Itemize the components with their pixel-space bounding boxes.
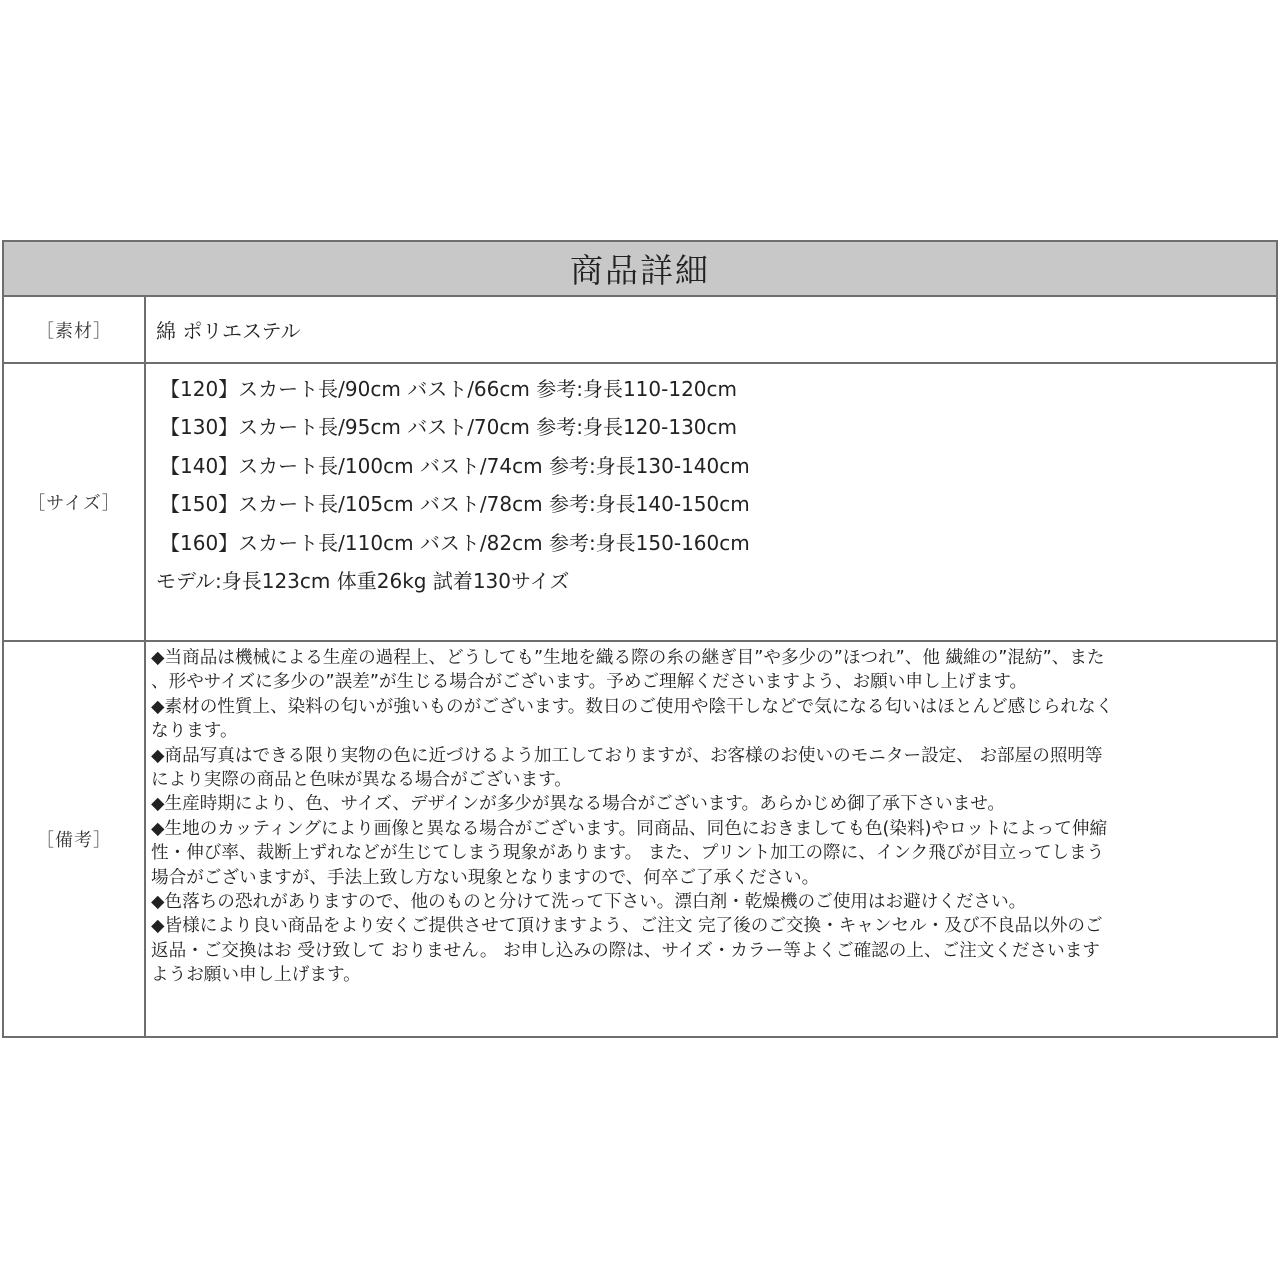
size-line-140: 【140】スカート長/100cm バスト/74cm 参考:身長130-140cm — [160, 453, 750, 478]
notes-line: 性・伸び率、裁断上ずれなどが生じてしまう現象があります。 また、プリント加工の際に、インク飛びが目立ってしまう — [151, 843, 1105, 864]
model-info-line: モデル:身長123cm 体重26kg 試着130サイズ — [156, 568, 570, 593]
size-row — [4, 364, 1276, 642]
notes-line: ようお願い申し上げます。 — [151, 965, 361, 986]
notes-text — [151, 646, 1266, 988]
size-line-130: 【130】スカート長/95cm バスト/70cm 参考:身長120-130cm — [160, 415, 738, 440]
notes-line: ◆生産時期により、色、サイズ、デザインが多少が異なる場合がございます。あらかじめ御了承下さいませ。 — [151, 794, 1005, 815]
page-title: 商品詳細 — [570, 251, 710, 290]
product-detail-table — [2, 240, 1278, 1038]
size-line-120: 【120】スカート長/90cm バスト/66cm 参考:身長110-120cm — [160, 377, 738, 401]
notes-label: ［備考］ — [4, 642, 146, 1036]
notes-line: 場合がございますが、手法上致し方ない現象となりますので、何卒ご了承ください。 — [151, 867, 820, 888]
notes-line: により実際の商品と色味が異なる場合がございます。 — [151, 770, 572, 791]
notes-value-cell — [146, 642, 1276, 1036]
material-label: ［素材］ — [4, 297, 146, 362]
notes-line: ◆皆様により良い商品をより安くご提供させて頂けますよう、ご注文 完了後のご交換・キャンセル・及び不良品以外のご — [151, 916, 1103, 937]
notes-line: ◆当商品は機械による生産の過程上、どうしても”生地を織る際の糸の継ぎ目”や多少の”ほつれ”、他 繊維の”混紡”、また — [151, 648, 1105, 668]
material-value-cell — [146, 297, 1276, 362]
size-list — [156, 370, 750, 600]
material-row — [4, 297, 1276, 364]
size-value-cell — [146, 364, 1276, 640]
notes-line: 、形やサイズに多少の”誤差”が生じる場合がございます。予めご理解くださいますよう、お願い申し上げます。 — [151, 672, 1028, 693]
notes-line: ◆色落ちの恐れがありますので、他のものと分けて洗って下さい。漂白剤・乾燥機のご使用はお避けください。 — [151, 892, 1027, 913]
notes-row — [4, 642, 1276, 1036]
size-line-150: 【150】スカート長/105cm バスト/78cm 参考:身長140-150cm — [160, 492, 750, 517]
material-value: 綿 ポリエステル — [156, 319, 301, 343]
table-header — [4, 242, 1276, 297]
notes-line: 返品・ご交換はお 受け致して おりません。 お申し込みの際は、サイズ・カラー等よくご確認の上、ご注文くださいます — [151, 940, 1100, 961]
notes-line: なります。 — [151, 721, 238, 742]
size-label: ［サイズ］ — [4, 364, 146, 640]
notes-line: ◆商品写真はできる限り実物の色に近づけるよう加工しておりますが、お客様のお使いのモニター設定、 お部屋の照明等 — [151, 745, 1103, 766]
size-line-160: 【160】スカート長/110cm バスト/82cm 参考:身長150-160cm — [160, 530, 750, 555]
notes-line: ◆素材の性質上、染料の匂いが強いものがございます。数日のご使用や陰干しなどで気になる匂いはほとんど感じられなく — [151, 696, 1114, 717]
notes-line: ◆生地のカッティングにより画像と異なる場合がございます。同商品、同色におきましても色(染料)やロットによって伸縮 — [151, 818, 1108, 839]
